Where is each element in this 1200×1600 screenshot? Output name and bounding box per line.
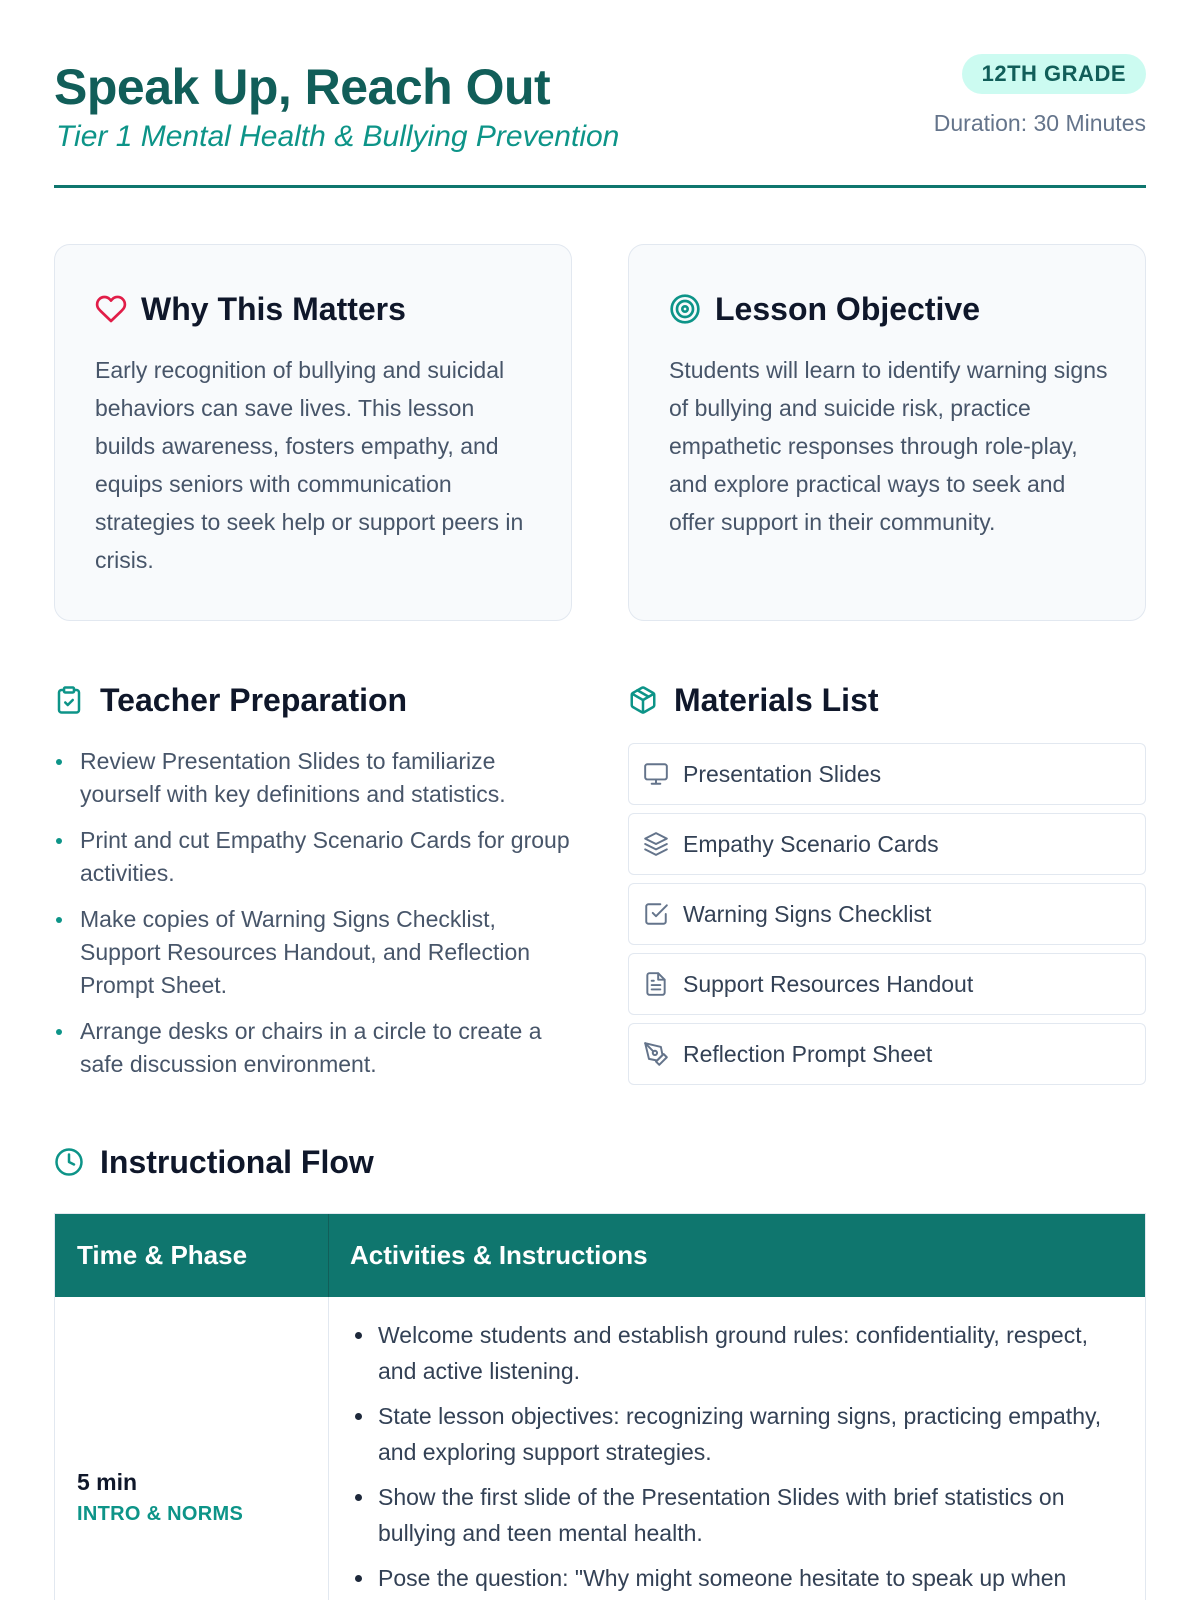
page-subtitle: Tier 1 Mental Health & Bullying Prevention [56,120,620,153]
instructional-flow-title: Instructional Flow [100,1143,374,1180]
material-label: Warning Signs Checklist [683,900,932,927]
prep-item: Review Presentation Slides to familiarize yourself with key definitions and statistics. [54,745,574,811]
activity-item: Show the first slide of the Presentation Slides with brief statistics on bullying and teen mental health. [351,1479,1121,1551]
duration-label: Duration: 30 Minutes [933,110,1146,136]
activities-cell [329,1297,1145,1600]
teacher-preparation-list [54,745,574,1094]
prep-item: Print and cut Empathy Scenario Cards for group activities. [54,824,574,890]
box-icon [628,685,658,715]
activity-item: State lesson objectives: recognizing warning signs, practicing empathy, and exploring support strategies. [351,1398,1121,1470]
column-header-time-phase: Time & Phase [55,1214,329,1297]
table-row [55,1297,1145,1600]
phase-label: INTRO & NORMS [77,1503,244,1525]
pen-tool-icon [643,1041,669,1067]
materials-list-header [628,680,879,720]
activity-item: Pose the question: "Why might someone hesitate to speak up when [351,1560,1121,1596]
lesson-objective-card [628,244,1146,621]
time-label: 5 min [77,1469,138,1495]
materials-list-title: Materials List [674,681,879,718]
table-header [55,1214,1145,1297]
prep-item: Make copies of Warning Signs Checklist, Support Resources Handout, and Reflection Prompt Sheet. [54,903,574,1002]
material-item [628,743,1146,805]
grade-badge: 12TH GRADE [962,54,1146,94]
column-header-activities: Activities & Instructions [350,1240,648,1270]
why-card-title: Why This Matters [141,290,406,327]
prep-item: Arrange desks or chairs in a circle to create a safe discussion environment. [54,1015,574,1081]
teacher-preparation-title: Teacher Preparation [100,681,408,718]
material-item [628,883,1146,945]
objective-card-title: Lesson Objective [715,290,980,327]
layers-icon [643,831,669,857]
why-card-text: Early recognition of bullying and suicidal behaviors can save lives. This lesson builds awareness, fosters empathy, and equips seniors with communication strategies to seek help or support peers in crisis. [95,357,524,573]
activity-item: Welcome students and establish ground rules: confidentiality, respect, and active listening. [351,1317,1121,1389]
target-icon [669,293,701,325]
material-label: Empathy Scenario Cards [683,830,939,857]
teacher-preparation-header [54,680,407,720]
check-square-icon [643,901,669,927]
monitor-icon [643,761,669,787]
instructional-flow-header [54,1142,374,1182]
clipboard-check-icon [54,685,84,715]
material-item [628,813,1146,875]
clock-icon [54,1147,84,1177]
objective-card-text: Students will learn to identify warning signs of bullying and suicide risk, practice empathetic responses through role-play, and explore practical ways to seek and offer support in their community. [669,357,1108,535]
why-card-header [95,289,406,329]
material-label: Support Resources Handout [683,970,974,997]
file-text-icon [643,971,669,997]
page-title: Speak Up, Reach Out [54,59,551,115]
why-this-matters-card [54,244,572,621]
material-label: Reflection Prompt Sheet [683,1040,933,1067]
header [54,54,1146,188]
heart-icon [95,293,127,325]
time-phase-cell [55,1297,329,1600]
lesson-plan-page [54,0,1146,1600]
instructional-flow-table [54,1213,1146,1600]
objective-card-header [669,289,980,329]
activities-list [351,1317,1121,1596]
material-label: Presentation Slides [683,760,882,787]
material-item [628,953,1146,1015]
materials-list [628,743,1146,1093]
material-item [628,1023,1146,1085]
